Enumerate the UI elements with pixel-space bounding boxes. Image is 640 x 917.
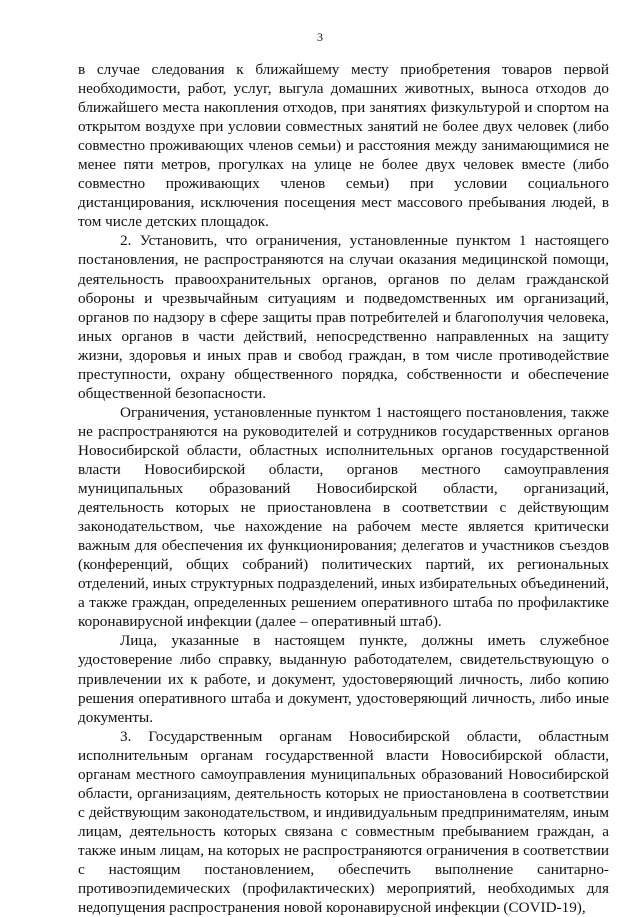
document-body: [78, 60, 609, 917]
paragraph-restrictions-exceptions: Ограничения, установленные пунктом 1 настоящего постановления, также не распространяются на руководителей и сотрудников государственных органов Новосибирской области, областных исполнительных органов государственной власти Новосибирской области, органов местного самоуправления муниципальных образований Новосибирской области, организаций, деятельность которых не приостановлена в соответствии с действующим законодательством, чье нахождение на рабочем месте является критически важным для обеспечения их функционирования; делегатов и участников съездов (конференций, общих собраний) политических партий, их региональных отделений, иных структурных подразделений, иных избирательных объединений, а также граждан, определенных решением оперативного штаба по профилактике коронавирусной инфекции (далее – оперативный штаб).: [78, 403, 609, 631]
paragraph-documents-requirement: Лица, указанные в настоящем пункте, должны иметь служебное удостоверение либо справку, выданную работодателем, свидетельствующую о привлечении их к работе, и документ, удостоверяющий личность, либо копию решения оперативного штаба и документ, удостоверяющий личность, либо иные документы.: [78, 632, 609, 726]
page-number: 3: [317, 30, 323, 44]
paragraph-continuation: в случае следования к ближайшему месту приобретения товаров первой необходимости, работ, услуг, выгула домашних животных, выноса отходов до ближайшего места накопления отходов, при занятиях физкультурой и спортом на открытом воздухе при условии совместных занятий не более двух человек (либо совместно проживающих членов семьи) и расстояния между занимающимися не менее пяти метров, прогулках на улице не более двух человек вместе (либо совместно проживающих членов семьи) при условии социального дистанцирования, исключения посещения мест массового пребывания людей, в том числе детских площадок.: [78, 61, 609, 231]
paragraph-item-3: 3. Государственным органам Новосибирской области, областным исполнительным органам государственной власти Новосибирской области, органам местного самоуправления муниципальных образований Новосибирской области, организациям, деятельность которых не приостановлена в соответствии с действующим законодательством, и индивидуальным предпринимателям, иным лицам, деятельность которых связана с совместным пребыванием граждан, а также иным лицам, на которых не распространяются ограничения в соответствии с настоящим постановлением, обеспечить выполнение санитарно-противоэпидемических (профилактических) мероприятий, необходимых для недопущения распространения новой коронавирусной инфекции (COVID-19),: [78, 727, 609, 917]
paragraph-item-2: 2. Установить, что ограничения, установленные пунктом 1 настоящего постановления, не распространяются на случаи оказания медицинской помощи, деятельность правоохранительных органов, органов по делам гражданской обороны и чрезвычайным ситуациям и подведомственных им организаций, органов по надзору в сфере защиты прав потребителей и благополучия человека, иных органов в части действий, непосредственно направленных на защиту жизни, здоровья и иных прав и свобод граждан, в том числе противодействие преступности, охрану общественного порядка, собственности и обеспечение общественной безопасности.: [78, 232, 609, 402]
